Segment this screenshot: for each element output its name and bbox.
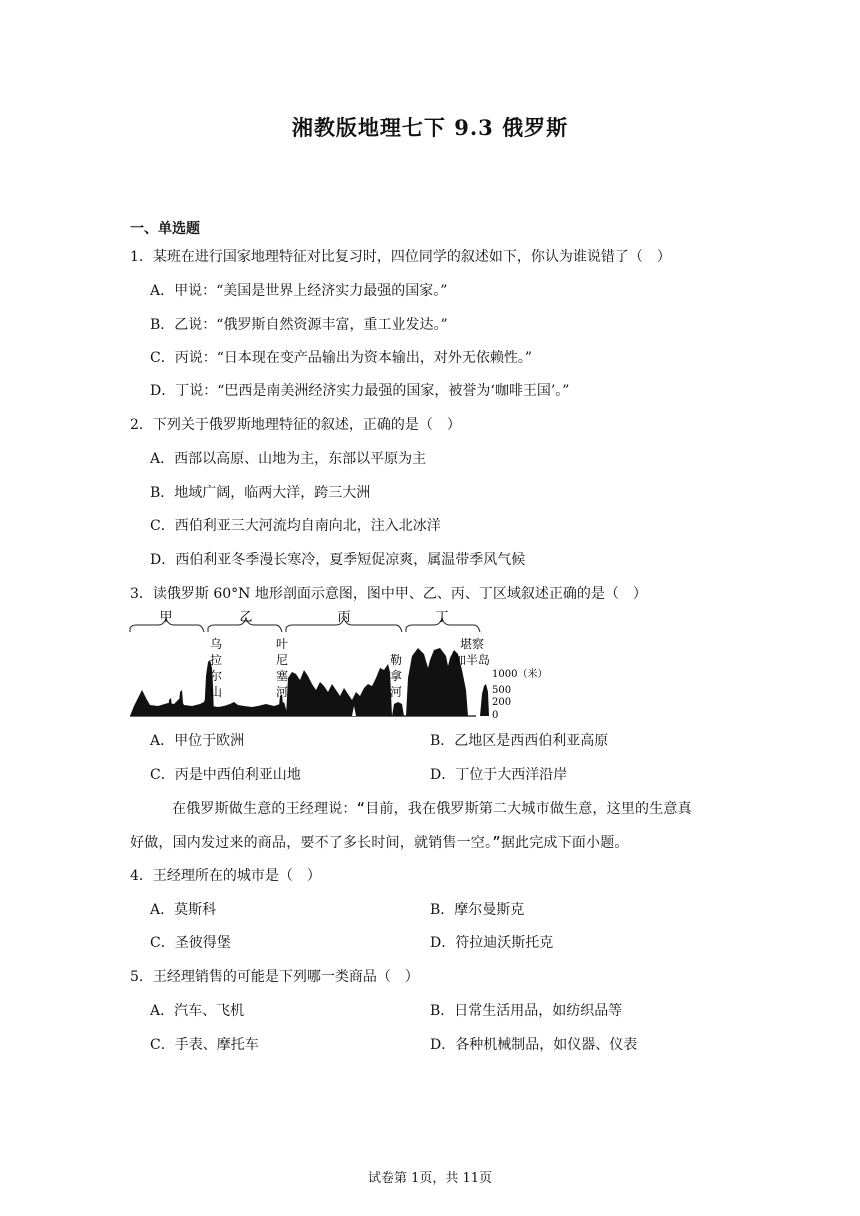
region-bing: 丙 <box>337 610 351 625</box>
question-5-option-d[interactable]: D．各种机械制品，如仪器、仪表 <box>430 1037 638 1053</box>
question-3-option-c[interactable]: C．丙是中西伯利亚山地 <box>150 767 301 783</box>
question-3-option-a[interactable]: A．甲位于欧洲 <box>150 733 245 749</box>
ural-char-3: 尔 <box>209 669 223 683</box>
section-heading: 一、单选题 <box>130 221 200 237</box>
question-4-stem: 4．王经理所在的城市是（ ） <box>130 868 321 884</box>
lena-char-1: 勒 <box>389 653 403 667</box>
question-5-option-b[interactable]: B．日常生活用品，如纺织品等 <box>430 1003 623 1019</box>
kamchatka-label-2: 加半岛 <box>453 653 491 667</box>
lena-char-2: 拿 <box>389 669 403 683</box>
scale-1000: 1000（米） <box>492 669 548 680</box>
kamchatka-peak <box>480 684 489 716</box>
yenisei-char-1: 叶 <box>275 637 289 651</box>
scale-500: 500 <box>492 685 512 696</box>
ural-char-2: 拉 <box>209 653 223 667</box>
yenisei-char-4: 河 <box>275 685 289 699</box>
region-ding: 丁 <box>435 610 449 625</box>
question-2-option-b[interactable]: B．地域广阔，临两大洋，跨三大洲 <box>150 485 371 501</box>
question-2-option-d[interactable]: D．西伯利亚冬季漫长寒冷，夏季短促凉爽，属温带季风气候 <box>150 552 526 568</box>
scale-0: 0 <box>492 710 499 721</box>
region-yi: 乙 <box>239 610 253 625</box>
question-4-option-b[interactable]: B．摩尔曼斯克 <box>430 902 525 918</box>
question-2-option-a[interactable]: A．西部以高原、山地为主，东部以平原为主 <box>150 451 427 467</box>
ural-char-1: 乌 <box>209 637 223 651</box>
passage-line-2: 好做，国内发过来的商品，要不了多长时间，就销售一空。”据此完成下面小题。 <box>130 835 629 851</box>
question-1-stem: 1．某班在进行国家地理特征对比复习时，四位同学的叙述如下，你认为谁说错了（ ） <box>130 249 671 265</box>
question-5-stem: 5．王经理销售的可能是下列哪一类商品（ ） <box>130 969 419 985</box>
question-4-option-c[interactable]: C．圣彼得堡 <box>150 935 231 951</box>
question-3-option-b[interactable]: B．乙地区是西西伯利亚高原 <box>430 733 609 749</box>
question-1-option-b[interactable]: B．乙说：“俄罗斯自然资源丰富，重工业发达。” <box>150 317 448 333</box>
question-2-option-c[interactable]: C．西伯利亚三大河流均自南向北，注入北冰洋 <box>150 518 441 534</box>
question-3-stem: 3．读俄罗斯 60°N 地形剖面示意图，图中甲、乙、丙、丁区域叙述正确的是（ ） <box>130 586 647 602</box>
question-1-option-c[interactable]: C．丙说：“日本现在变产品输出为资本输出，对外无依赖性。” <box>150 350 533 366</box>
terrain-profile-figure <box>128 606 548 722</box>
question-1-option-a[interactable]: A．甲说：“美国是世界上经济实力最强的国家。” <box>150 283 448 299</box>
question-4-option-a[interactable]: A．莫斯科 <box>150 902 217 918</box>
question-1-option-d[interactable]: D．丁说：“巴西是南美洲经济实力最强的国家，被誉为‘咖啡王国’。” <box>150 383 570 399</box>
kamchatka-label-1: 堪察 <box>459 637 485 651</box>
question-5-option-c[interactable]: C．手表、摩托车 <box>150 1037 259 1053</box>
question-4-option-d[interactable]: D．符拉迪沃斯托克 <box>430 935 554 951</box>
profile-central-highland <box>286 664 392 716</box>
page-title: 湘教版地理七下 9.3 俄罗斯 <box>291 115 569 140</box>
page-footer: 试卷第 1页，共 11页 <box>367 1171 493 1186</box>
question-3-option-d[interactable]: D．丁位于大西洋沿岸 <box>430 767 568 783</box>
lena-char-3: 河 <box>389 685 403 699</box>
scale-200: 200 <box>492 697 512 708</box>
passage-line-1: 在俄罗斯做生意的王经理说：“目前，我在俄罗斯第二大城市做生意，这里的生意真 <box>172 801 692 817</box>
region-jia: 甲 <box>159 610 173 625</box>
yenisei-char-3: 塞 <box>275 669 289 683</box>
ural-char-4: 山 <box>209 685 223 699</box>
question-5-option-a[interactable]: A．汽车、飞机 <box>150 1003 245 1019</box>
yenisei-char-2: 尼 <box>275 653 289 667</box>
question-2-stem: 2．下列关于俄罗斯地理特征的叙述，正确的是（ ） <box>130 417 461 433</box>
